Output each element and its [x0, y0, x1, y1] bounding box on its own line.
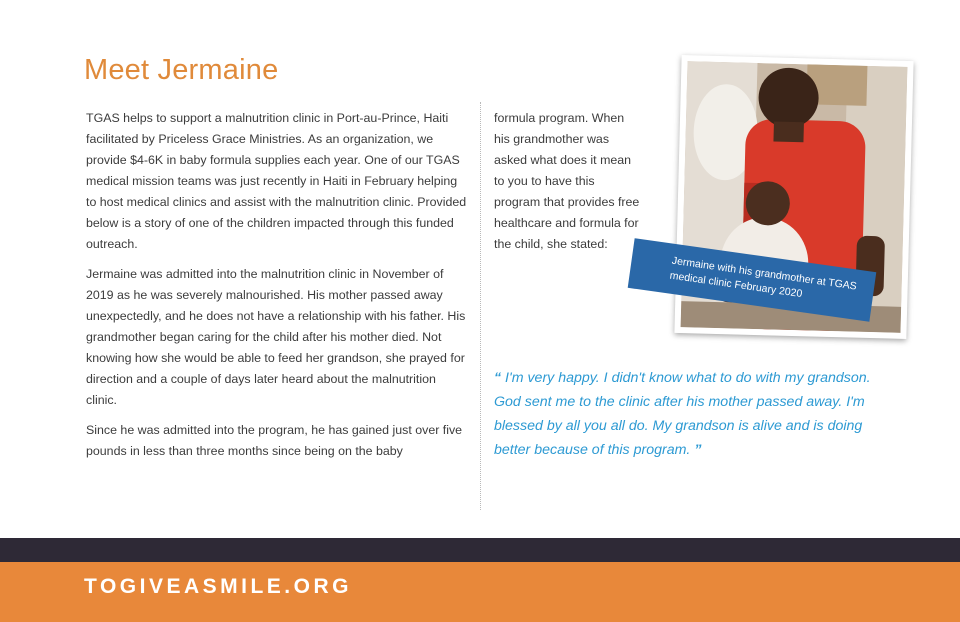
- story-continued-paragraph: formula program. When his grandmother was asked what does it mean to you to have this program that provides free healthcare and formula for the child, she stated:: [494, 111, 640, 251]
- story-left-column: [86, 108, 470, 471]
- grandmother-quote: [494, 366, 874, 462]
- close-quote-mark: ”: [694, 442, 702, 458]
- footer-dark-band: [0, 538, 960, 562]
- website-url: TOGIVEASMILE.ORG: [84, 575, 352, 598]
- intro-paragraph: TGAS helps to support a malnutrition clinic in Port-au-Prince, Haiti facilitated by Priceless Grace Ministries. As an organization, we provide $4-6K in baby formula supplies each year. One of our TGAS medical mission teams was just recently in Haiti in February helping to host medical clinics and assist with the malnutrition clinic. Provided below is a story of one of the children impacted through this funded outreach.: [86, 111, 467, 251]
- progress-paragraph: Since he was admitted into the program, he has gained just over five pounds in less than three months since being on the baby: [86, 423, 463, 458]
- column-divider: [480, 102, 481, 510]
- story-paragraph: Jermaine was admitted into the malnutrition clinic in November of 2019 as he was severely malnourished. His mother passed away unexpectedly, and he does not have a relationship with his father. His grandmother began caring for the child after his mother died. Not knowing how she would be able to feed her grandson, she prayed for direction and a couple of days later heard about the malnutrition clinic.: [86, 267, 466, 407]
- page-title: Meet Jermaine: [84, 54, 279, 86]
- photo-caption: Jermaine with his grandmother at TGAS medical clinic February 2020: [668, 254, 858, 301]
- open-quote-mark: “: [494, 370, 502, 386]
- quote-text: I'm very happy. I didn't know what to do with my grandson. God sent me to the clinic after his mother passed away. I'm blessed by all you all do. My grandson is alive and is doing better because of this program.: [494, 370, 871, 458]
